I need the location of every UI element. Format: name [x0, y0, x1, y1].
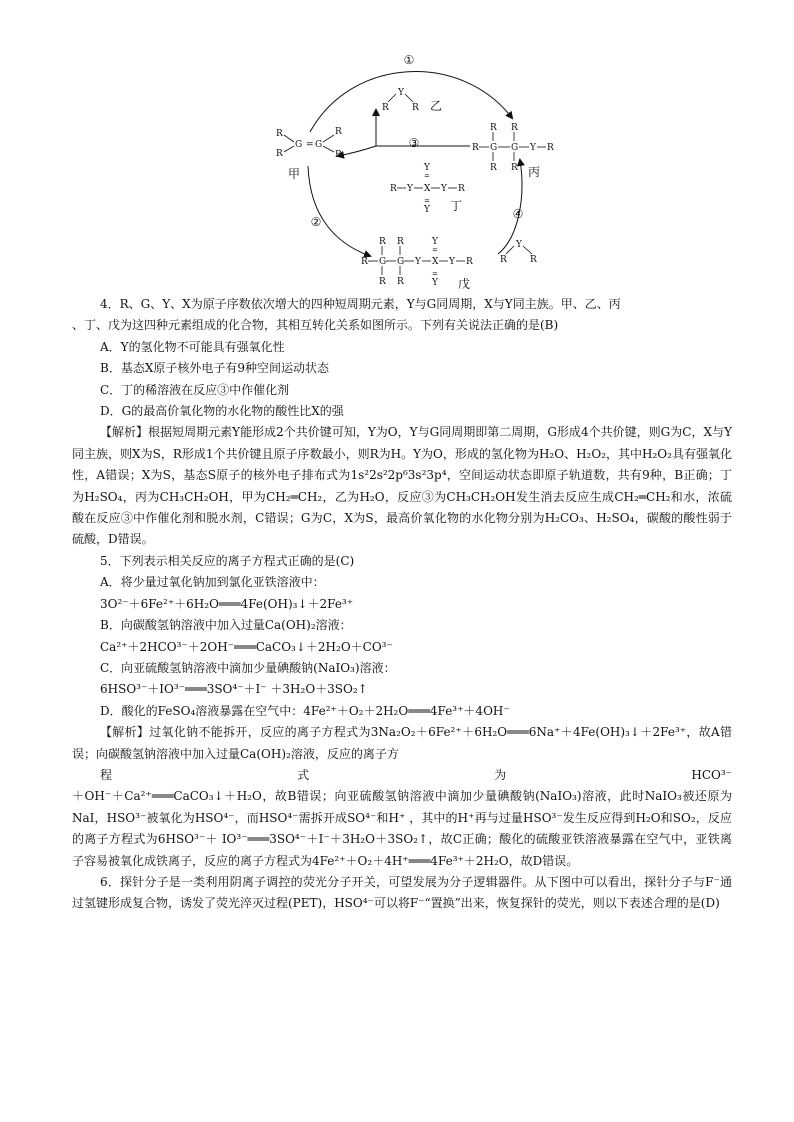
q4-option-c: C．丁的稀溶液在反应③中作催化剂: [100, 382, 290, 397]
yi-r2: R: [412, 103, 419, 113]
q5-equation-c: 6HSO³⁻＋IO³⁻═══3SO⁴⁻＋I⁻ ＋3H₂O＋3SO₂↑: [100, 682, 368, 697]
yi-y: Y: [398, 88, 404, 98]
bing-g2: G: [511, 143, 519, 153]
yi-r1: R: [382, 103, 389, 113]
wu-r-top2: R: [397, 237, 404, 247]
compound-ding: [390, 163, 465, 215]
compound-yi: [382, 88, 442, 113]
bing-r-bot2: R: [511, 163, 518, 173]
label-ding: 丁: [450, 199, 463, 213]
bing-r-left: R: [472, 143, 479, 153]
jia-r4: R: [335, 150, 342, 160]
wu-y-bot: Y: [432, 278, 438, 288]
bing-y: Y: [530, 143, 536, 153]
bing-r-top2: R: [511, 123, 518, 133]
compound-wu: [361, 237, 473, 291]
q5-option-a: A．将少量过氧化钠加到氯化亚铁溶液中：: [100, 575, 325, 590]
q4-option-a: A．Y的氢化物不可能具有强氧化性: [100, 339, 285, 354]
q5-option-b: B．向碳酸氢钠溶液中加入过量Ca(OH)₂溶液：: [100, 618, 352, 633]
arrow-3-to-yi: [376, 110, 470, 146]
q5-option-d: D．酸化的FeSO₄溶液暴露在空气中：4Fe²⁺＋O₂＋2H₂O═══4Fe³⁺＋4OH⁻: [100, 703, 510, 718]
compound-water-near-4: [500, 240, 537, 265]
jia-g2: G: [315, 140, 323, 150]
q4-stem-line2: 、丁、戊为这四种元素组成的化合物，其相互转化关系如图所示。下列有关说法正确的是(B): [72, 318, 559, 333]
marker-2: ②: [310, 215, 322, 229]
w4-r2: R: [530, 255, 537, 265]
wu-x: X: [432, 257, 439, 267]
compound-bing: [472, 123, 554, 179]
jia-double-bond: =: [306, 140, 314, 150]
question-content: [72, 294, 732, 915]
q6-stem: 6．探针分子是一类利用阴离子调控的荧光分子开关，可望发展为分子逻辑器件。从下图中可以看出，探针分子与F⁻通过氢键形成复合物，诱发了荧光淬灭过程(PET)，HSO⁴⁻可以将F⁻“置换”出来，恢复探针的荧光，则以下表述合理的是(D): [72, 874, 732, 911]
q5-equation-a: 3O²⁻＋6Fe²⁺＋6H₂O═══4Fe(OH)₃↓＋2Fe³⁺: [100, 596, 354, 611]
label-bing: 丙: [528, 165, 541, 179]
q5-analysis-part1: 【解析】过氧化钠不能拆开，反应的离子方程式为3Na₂O₂＋6Fe²⁺＋6H₂O═══6Na⁺＋4Fe(OH)₃↓＋2Fe³⁺，故A错误；向碳酸氢钠溶液中加入过量Ca(OH)₂溶液，反应的离子方: [72, 725, 732, 761]
reaction-diagram-svg: [262, 48, 562, 292]
wu-dbl-bot: =: [432, 270, 438, 278]
ding-y1: Y: [407, 184, 413, 194]
ding-y2: Y: [441, 184, 447, 194]
reaction-diagram: [262, 48, 562, 292]
jia-g1: G: [295, 140, 303, 150]
q4-stem-line1: 4．R、G、Y、X为原子序数依次增大的四种短周期元素，Y与G同周期，X与Y同主族。甲、乙、丙: [100, 297, 621, 311]
ding-dbl-top: =: [424, 172, 430, 180]
compound-jia: [276, 127, 342, 181]
ding-y-bot: Y: [424, 205, 430, 215]
wu-r-bot2: R: [397, 277, 404, 287]
q5-stem: 5．下列表示相关反应的离子方程式正确的是(C): [100, 553, 355, 568]
wu-y1: Y: [415, 257, 421, 267]
bing-r-bot1: R: [490, 163, 497, 173]
arrow-3-to-jia: [338, 146, 376, 156]
bing-r-top1: R: [490, 123, 497, 133]
w4-y: Y: [516, 240, 522, 250]
wu-g2: G: [397, 257, 405, 267]
arrow-2: [308, 166, 370, 256]
ding-y-top: Y: [424, 163, 430, 173]
label-yi: 乙: [430, 99, 443, 113]
marker-3: ③: [408, 136, 420, 150]
wu-dbl-top: =: [432, 246, 438, 254]
arrow-1: [310, 72, 512, 132]
marker-4: ④: [512, 207, 524, 221]
jia-r3: R: [335, 127, 342, 137]
wu-r-bot1: R: [379, 277, 386, 287]
wu-r-top1: R: [379, 237, 386, 247]
marker-1: ①: [403, 53, 415, 67]
wu-r-right: R: [466, 257, 473, 267]
wu-r-left: R: [361, 257, 368, 267]
jia-r1: R: [276, 129, 283, 139]
q4-analysis: 【解析】根据短周期元素Y能形成2个共价键可知，Y为O，Y与G同周期即第二周期，G形成4个共价键，则G为C，X与Y同主族，则X为S，R形成1个共价键且原子序数最小，则R为H。Y为O，形成的氢化物为H₂O、H₂O₂，其中H₂O₂具有强氧化性，A错误；X为S，基态S原子的核外电子排布式为1s²2s²2p⁶3s²3p⁴，空间运动状态即原子轨道数，共有9种，B正确；丁为H₂SO₄，丙为CH₃CH₂OH，甲为CH₂═CH₂，乙为H₂O，反应③为CH₃CH₂OH发生消去反应生成CH₂═CH₂和水，浓硫酸在反应③中作催化剂和脱水剂，C错误；G为C，X为S，最高价氧化物的水化物分别为H₂CO₃、H₂SO₄，碳酸的酸性弱于硫酸，D错误。: [72, 425, 732, 547]
ding-dbl-bot: =: [424, 197, 430, 205]
wu-y2: Y: [449, 257, 455, 267]
q5-analysis-part3: ＋OH⁻＋Ca²⁺═══CaCO₃↓＋H₂O，故B错误；向亚硫酸氢钠溶液中滴加少量碘酸钠(NaIO₃)溶液，此时NaIO₃被还原为NaI，HSO³⁻被氧化为HSO⁴⁻，而HSO⁴⁻需拆开成SO⁴⁻和H⁺ ，其中的H⁺再与过量HSO³⁻发生反应得到H₂O和SO₂，反应的离子方程式为6HSO³⁻＋ IO³⁻═══3SO⁴⁻＋I⁻＋3H₂O＋3SO₂↑，故C正确；酸化的硫酸亚铁溶液暴露在空气中，亚铁离子容易被氧化成铁离子，反应的离子方程式为4Fe²⁺＋O₂＋4H⁺═══4Fe³⁺＋2H₂O，故D错误。: [72, 789, 732, 868]
q5-equation-b: Ca²⁺＋2HCO³⁻＋2OH⁻═══CaCO₃↓＋2H₂O＋CO³⁻: [100, 639, 393, 654]
ding-r1: R: [390, 184, 397, 194]
bing-r-right: R: [547, 143, 554, 153]
label-jia: 甲: [288, 167, 301, 181]
q5-option-c: C．向亚硫酸氢钠溶液中滴加少量碘酸钠(NaIO₃)溶液：: [100, 660, 396, 675]
label-wu: 戊: [458, 277, 471, 291]
q4-option-b: B．基态X原子核外电子有9种空间运动状态: [100, 361, 329, 376]
w4-r1: R: [500, 255, 507, 265]
ding-x: X: [424, 184, 431, 194]
wu-g1: G: [379, 257, 387, 267]
jia-r2: R: [276, 149, 283, 159]
q5-analysis-part2: 程 式 为 HCO³⁻: [100, 767, 732, 782]
ding-r2: R: [458, 184, 465, 194]
q4-option-d: D．G的最高价氧化物的水化物的酸性比X的强: [100, 404, 344, 419]
wu-y-top: Y: [432, 237, 438, 247]
bing-g1: G: [490, 143, 498, 153]
